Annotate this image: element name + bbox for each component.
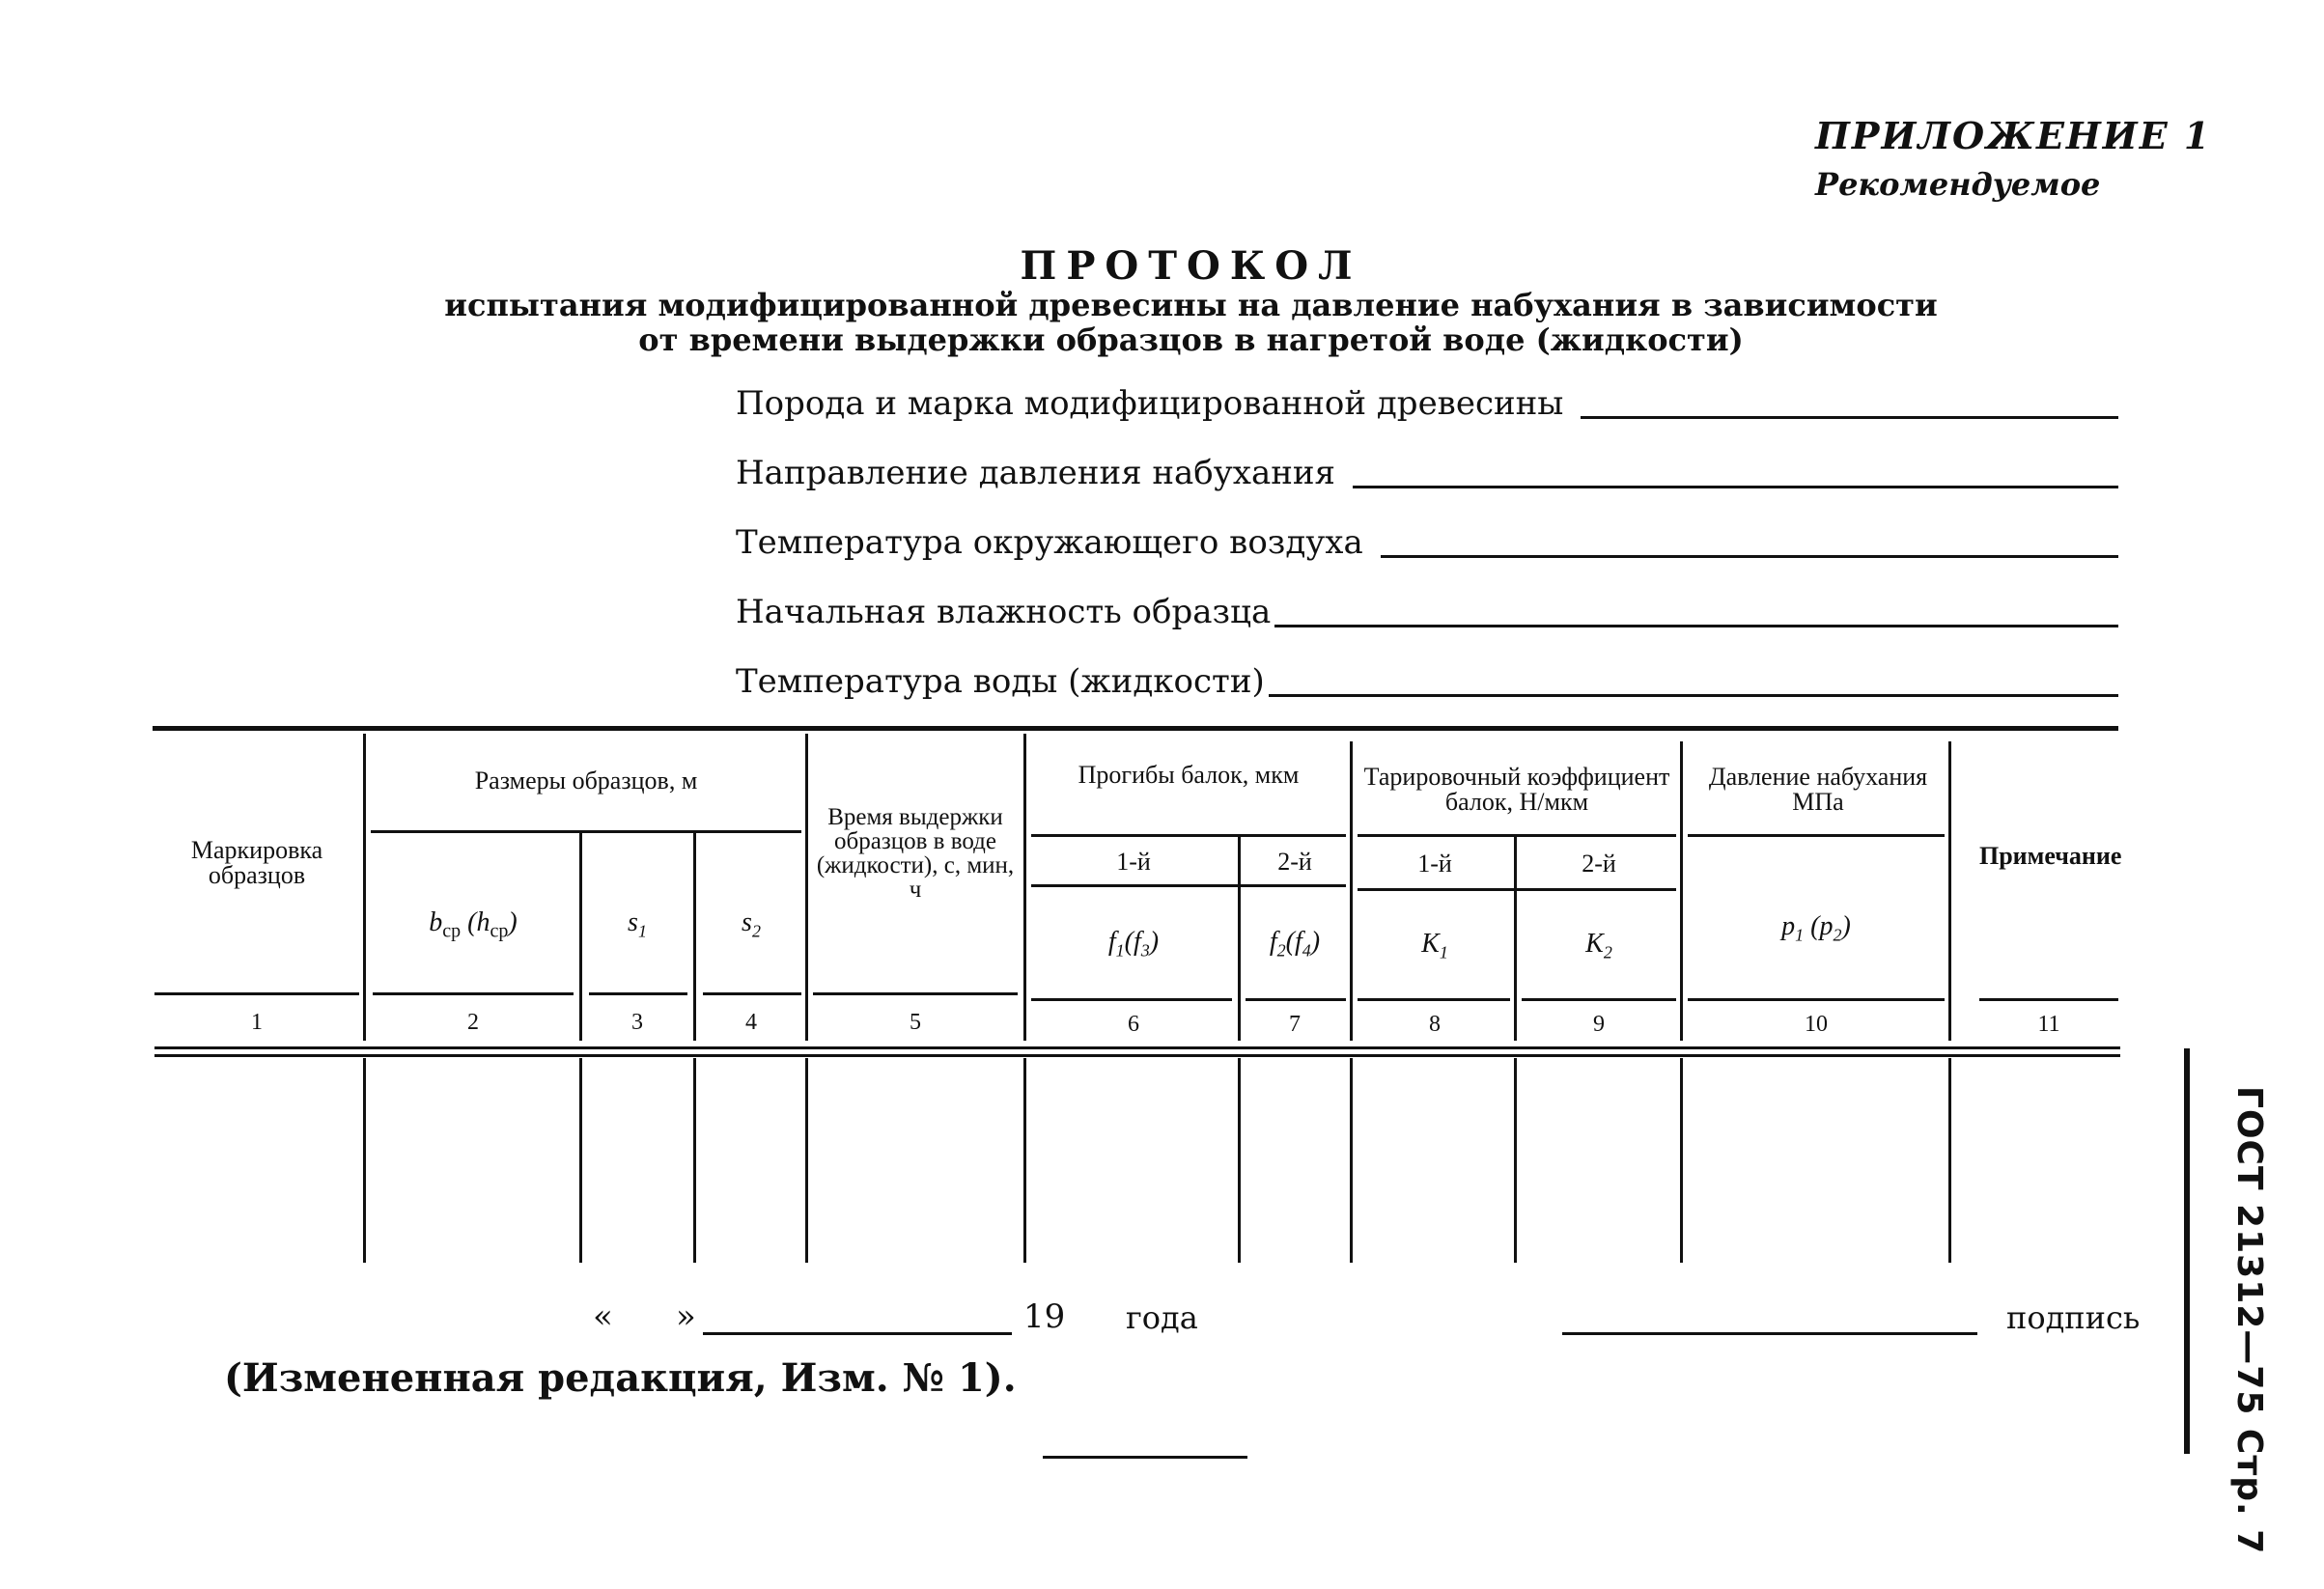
numbers-double-rule: [154, 1054, 2120, 1057]
header-f1-f3: $f_1(f_3)$: [1107, 927, 1160, 961]
sub-2: 2: [1603, 942, 1612, 962]
col-number: 3: [631, 1010, 643, 1035]
col-number: 2: [467, 1010, 479, 1035]
date-fill-line[interactable]: [703, 1332, 1012, 1335]
body-col-line: [1680, 1058, 1683, 1263]
field-label: Направление давления набухания: [736, 454, 1335, 492]
col-number: 11: [2037, 1012, 2060, 1037]
field-water-temperature[interactable]: [736, 662, 2118, 701]
header-pressure-group: Давление набухания МПа: [1708, 763, 1928, 816]
appendix-title: ПРИЛОЖЕНИЕ 1: [1815, 114, 2212, 157]
date-open-quote: «: [593, 1297, 613, 1336]
header-deflection-2: 2-й: [1277, 848, 1312, 876]
col-separator: [579, 832, 582, 1041]
protocol-subtitle-line1: испытания модифицированной древесины на давление набухания в зависимости: [444, 287, 1938, 323]
col-separator: [1238, 836, 1241, 1041]
col-number: 1: [251, 1010, 263, 1035]
sub-4: 4: [1302, 940, 1311, 961]
header-sizes-group: Размеры образцов, м: [474, 767, 698, 794]
header-s1: [585, 907, 689, 942]
header-bottom-rule: [1979, 998, 2118, 1001]
protocol-title: ПРОТОКОЛ: [1020, 243, 1362, 289]
sub-2: 2: [1833, 925, 1842, 945]
header-deflection-1: 1-й: [1116, 848, 1151, 876]
header-bottom-rule: [1031, 998, 1232, 1001]
date-close-quote: »: [676, 1297, 696, 1336]
header-deflection-group: Прогибы балок, мкм: [1078, 761, 1300, 789]
col-number: 7: [1289, 1012, 1301, 1037]
fill-line[interactable]: [1269, 694, 2118, 697]
field-label: Порода и марка модифицированной древесины: [736, 384, 1564, 423]
year-prefix: 19: [1023, 1297, 1066, 1336]
sub-1: 1: [637, 921, 647, 941]
symbol-p: p: [1819, 911, 1834, 941]
year-word: года: [1126, 1299, 1198, 1336]
col-number: 6: [1128, 1012, 1139, 1037]
sub-2: 2: [1276, 940, 1286, 961]
header-bottom-rule: [813, 992, 1018, 995]
header-bottom-rule: [1688, 998, 1945, 1001]
header-note: Примечание: [1979, 842, 2122, 870]
field-label: Температура окружающего воздуха: [736, 523, 1363, 562]
body-col-line: [579, 1058, 582, 1263]
header-bottom-rule: [1522, 998, 1676, 1001]
fill-line[interactable]: [1353, 486, 2118, 488]
header-marking: Маркировка образцов: [190, 836, 323, 889]
sub-3: 3: [1140, 940, 1150, 961]
header-bottom-rule: [1358, 998, 1510, 1001]
col-separator: [1948, 741, 1951, 1041]
symbol-f: f: [1134, 927, 1141, 957]
bottom-rule: [1043, 1456, 1247, 1459]
field-direction[interactable]: [736, 454, 2118, 492]
symbol-f: f: [1295, 927, 1302, 957]
side-label: ГОСТ 21312—75 Стр. 7: [2229, 1086, 2269, 1555]
group-underline: [371, 830, 801, 833]
body-col-line: [1350, 1058, 1353, 1263]
header-K1: [1358, 929, 1512, 963]
field-label: Температура воды (жидкости): [736, 662, 1265, 701]
col-separator: [805, 734, 808, 1041]
symbol-f: f: [1269, 927, 1277, 957]
header-bottom-rule: [1246, 998, 1346, 1001]
sub-cp: ср: [442, 920, 462, 942]
body-col-line: [805, 1058, 808, 1263]
appendix-subtitle: Рекомендуемое: [1815, 166, 2101, 203]
sub-1: 1: [1115, 940, 1125, 961]
body-col-line: [1948, 1058, 1951, 1263]
header-bottom-rule: [703, 992, 801, 995]
field-label: Начальная влажность образца: [736, 593, 1272, 631]
fill-line[interactable]: [1581, 416, 2118, 419]
symbol-p: p: [1781, 911, 1796, 941]
col-number: 8: [1429, 1012, 1441, 1037]
header-exposure-time: Время выдержки образцов в воде (жидкости), с, мин, ч: [816, 804, 1015, 903]
header-K2: [1522, 929, 1676, 963]
header-bottom-rule: [373, 992, 574, 995]
sub-underline: [1358, 888, 1676, 891]
col-separator: [693, 832, 696, 1041]
group-underline: [1358, 834, 1676, 837]
col-separator: [1350, 741, 1353, 1041]
symbol-b: b: [429, 907, 443, 937]
protocol-subtitle-line2: от времени выдержки образцов в нагретой воде (жидкости): [638, 321, 1744, 358]
body-col-line: [693, 1058, 696, 1263]
group-underline: [1688, 834, 1945, 837]
group-underline: [1031, 834, 1346, 837]
header-calibration-1: 1-й: [1417, 850, 1452, 878]
header-calibration-2: 2-й: [1582, 850, 1616, 878]
body-col-line: [363, 1058, 366, 1263]
signature-label: подпись: [2006, 1299, 2141, 1336]
col-separator: [1680, 741, 1683, 1041]
col-number: 10: [1805, 1012, 1828, 1037]
fill-line[interactable]: [1381, 555, 2118, 558]
sub-cp: ср: [490, 920, 509, 942]
header-p1-p2: $p_1$ $(p_2)$: [1781, 911, 1851, 945]
revision-note: (Измененная редакция, Изм. № 1).: [224, 1355, 1017, 1401]
side-bar: [2184, 1048, 2190, 1454]
body-col-line: [1238, 1058, 1241, 1263]
col-number: 5: [910, 1010, 921, 1035]
numbers-double-rule: [154, 1046, 2120, 1049]
signature-fill-line[interactable]: [1562, 1332, 1977, 1335]
sub-1: 1: [1795, 925, 1805, 945]
field-species[interactable]: [736, 384, 2118, 423]
col-number: 9: [1593, 1012, 1605, 1037]
col-number: 4: [745, 1010, 757, 1035]
fill-line[interactable]: [1274, 625, 2118, 627]
symbol-K: K: [1585, 929, 1604, 959]
header-bottom-rule: [154, 992, 359, 995]
header-f2-f4: $f_2(f_4)$: [1269, 927, 1321, 961]
symbol-f: f: [1107, 927, 1116, 957]
field-initial-moisture[interactable]: [736, 593, 2118, 631]
body-col-line: [1514, 1058, 1517, 1263]
symbol-h: h: [476, 907, 490, 937]
sub-1: 1: [1439, 942, 1448, 962]
field-air-temperature[interactable]: [736, 523, 2118, 562]
sub-underline: [1031, 884, 1346, 887]
symbol-s: s: [628, 907, 638, 937]
header-bottom-rule: [589, 992, 687, 995]
header-s2: [699, 907, 803, 942]
table-top-rule: [153, 726, 2118, 731]
header-b-h: $b_{ср}$ $(h_{ср})$: [429, 907, 518, 942]
symbol-K: K: [1421, 929, 1440, 959]
header-calibration-group: Тарировочный коэффициент балок, Н/мкм: [1363, 763, 1670, 816]
sub-2: 2: [751, 921, 761, 941]
protocol-subtitle: [0, 288, 2324, 357]
body-col-line: [1023, 1058, 1026, 1263]
col-separator: [1023, 734, 1026, 1041]
col-separator: [1514, 836, 1517, 1041]
symbol-s: s: [742, 907, 752, 937]
col-separator: [363, 734, 366, 1041]
